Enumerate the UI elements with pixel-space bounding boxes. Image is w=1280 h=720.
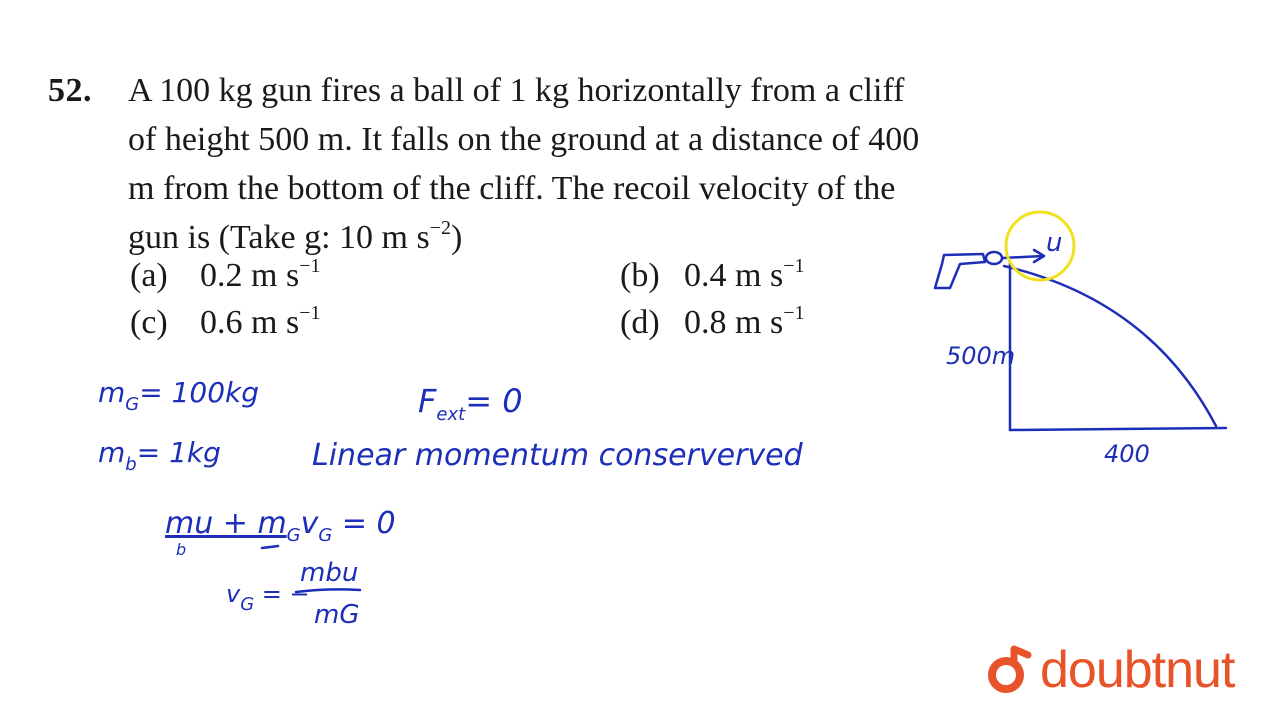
ground-line xyxy=(1010,428,1226,430)
force-sub: ext xyxy=(436,404,466,425)
option-a-exp: −1 xyxy=(299,255,321,277)
recoil-numerator: mbu xyxy=(300,558,359,588)
g-exponent: −2 xyxy=(429,217,451,239)
option-d-exp: −1 xyxy=(783,302,805,324)
question-number: 52. xyxy=(48,72,92,109)
option-c-label: (c) xyxy=(130,304,168,341)
option-a-label: (a) xyxy=(130,257,168,294)
doubtnut-logo xyxy=(984,640,1234,700)
eq1-rhs: = 0 xyxy=(332,506,396,541)
doubtnut-d-icon xyxy=(984,645,1034,695)
ground-distance-label: 400 xyxy=(1104,440,1150,468)
mass-gun-sub: G xyxy=(125,394,140,415)
question-line-1: A 100 kg gun fires a ball of 1 kg horizontally from a cliff xyxy=(128,72,905,109)
fraction-bar xyxy=(296,589,360,592)
option-d-value: 0.8 m s xyxy=(684,304,784,341)
gun-icon xyxy=(935,254,985,288)
option-a-value: 0.2 m s xyxy=(200,257,300,294)
mass-gun-symbol: m xyxy=(98,376,126,409)
ball-icon xyxy=(986,252,1002,264)
option-d-label: (d) xyxy=(620,304,660,341)
eq1-ball-sub: b xyxy=(176,540,187,559)
doubtnut-wordmark: doubtnut xyxy=(1040,641,1235,699)
eq1-velocity-sub: G xyxy=(318,525,333,546)
mass-ball-symbol: m xyxy=(98,436,126,469)
highlight-circle xyxy=(1006,212,1074,280)
mass-ball-sub: b xyxy=(125,454,137,475)
eq2-v-sub: G xyxy=(240,594,255,615)
trajectory-curve xyxy=(1004,266,1216,426)
closing-paren: ) xyxy=(450,219,463,256)
force-symbol: F xyxy=(418,382,437,420)
mass-gun-value: = 100kg xyxy=(139,376,260,409)
eq2-equals: = − xyxy=(261,580,310,608)
cliff-height-label: 500m xyxy=(946,342,1016,370)
mass-ball-value: = 1kg xyxy=(136,436,221,469)
eq1-underline xyxy=(262,546,278,548)
recoil-denominator: mG xyxy=(314,600,360,630)
option-c-value: 0.6 m s xyxy=(200,304,300,341)
option-b-value: 0.4 m s xyxy=(684,257,784,294)
velocity-label: u xyxy=(1046,228,1063,258)
option-b-exp: −1 xyxy=(783,255,805,277)
force-value: = 0 xyxy=(465,382,523,420)
question-line-4-text: gun is (Take g: 10 m s xyxy=(128,219,430,256)
eq1-left: mu + m xyxy=(165,506,287,541)
option-b-label: (b) xyxy=(620,257,660,294)
eq1-velocity: v xyxy=(300,506,319,541)
question-line-3: m from the bottom of the cliff. The recoil velocity of the xyxy=(128,170,896,207)
eq1-gun-sub: G xyxy=(286,525,301,546)
momentum-conserved-note: Linear momentum conserverved xyxy=(312,438,803,473)
eq2-v: v xyxy=(226,580,241,608)
question-line-2: of height 500 m. It falls on the ground at a distance of 400 xyxy=(128,121,920,158)
option-c-exp: −1 xyxy=(299,302,321,324)
